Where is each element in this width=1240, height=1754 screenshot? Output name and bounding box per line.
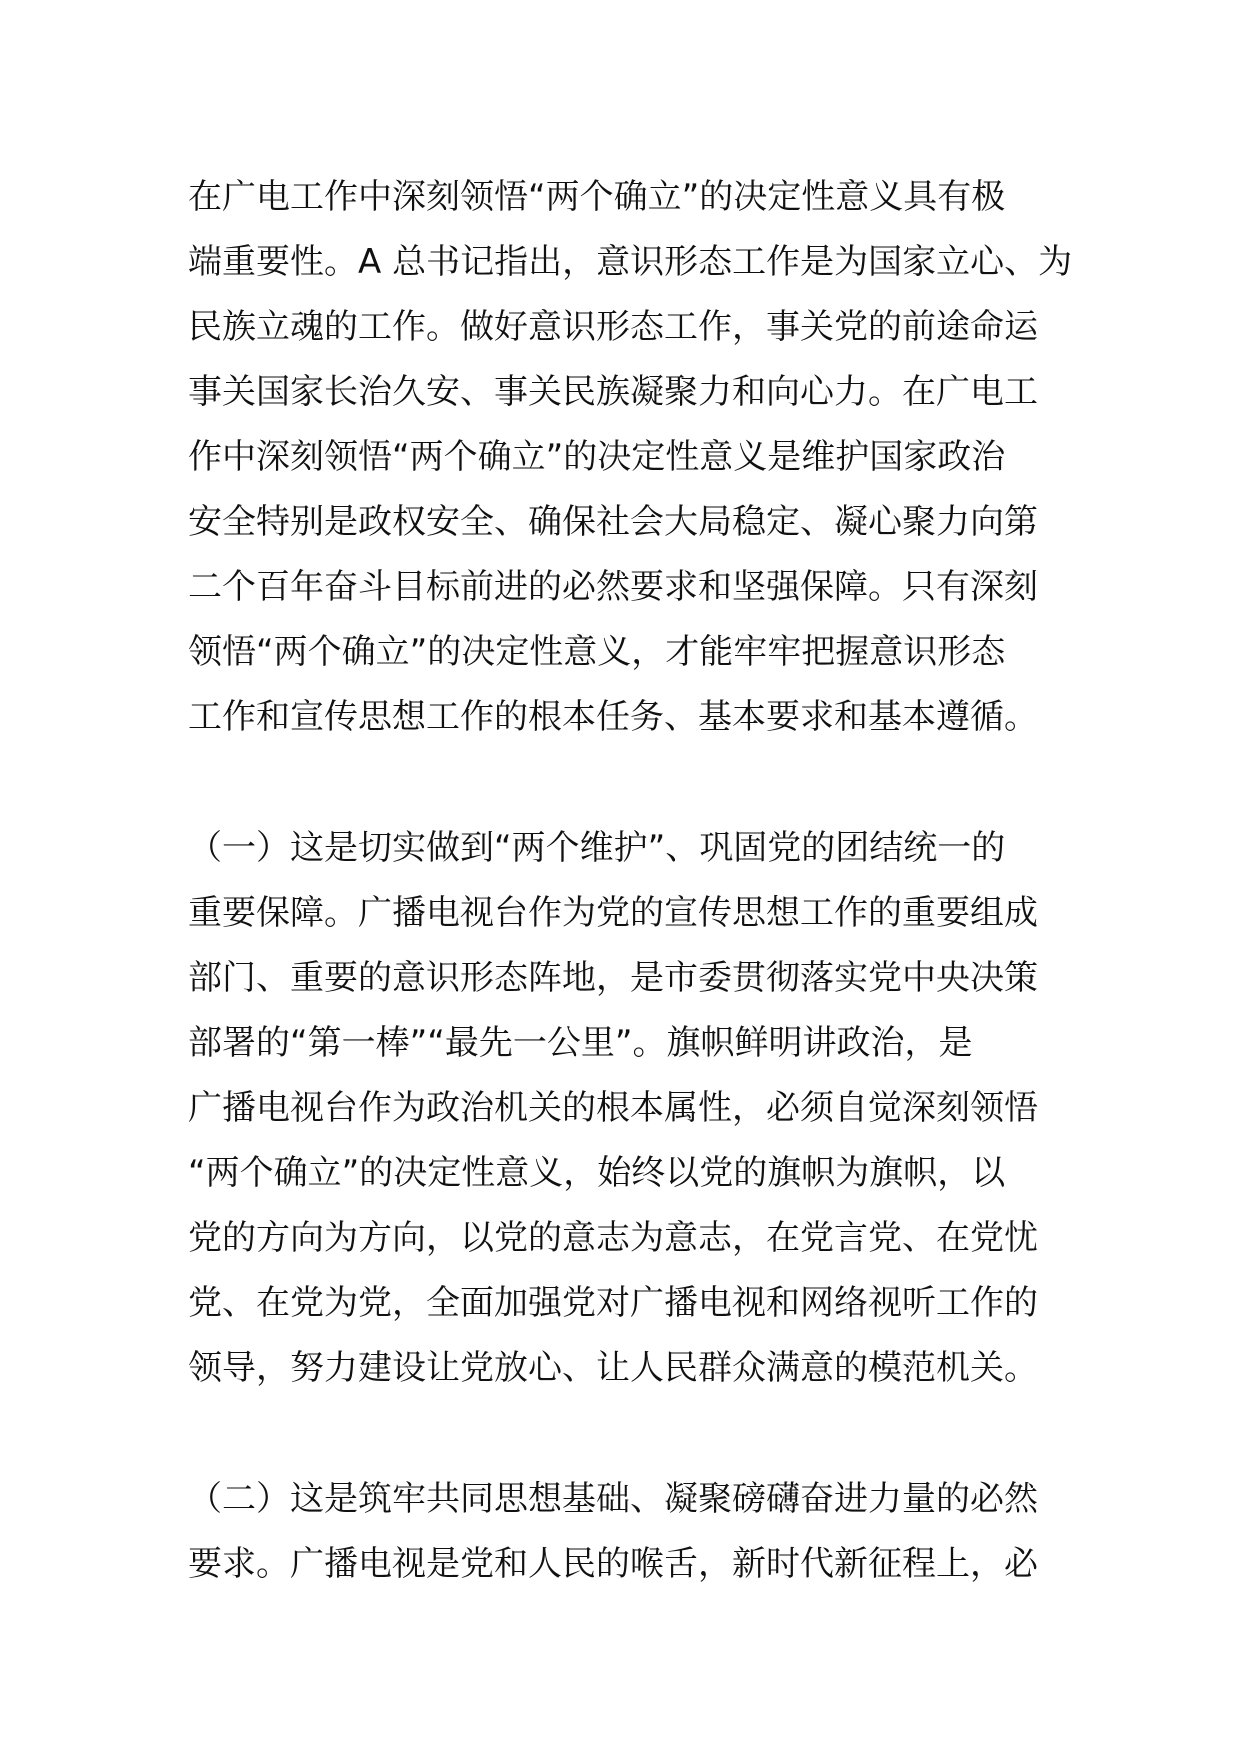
paragraph-spacer (188, 1401, 1068, 1467)
text-line: 领悟“两个确立”的决定性意义，才能牢牢把握意识形态 (188, 632, 1006, 672)
text-line: 安全特别是政权安全、确保社会大局稳定、凝心聚力向第 (188, 502, 1038, 542)
text-line: （二）这是筑牢共同思想基础、凝聚磅礴奋进力量的必然 (188, 1479, 1038, 1519)
text-line: 部署的“第一棒”“最先一公里”。旗帜鲜明讲政治，是 (188, 1023, 973, 1063)
text-line: 重要保障。广播电视台作为党的宣传思想工作的重要组成 (188, 893, 1038, 933)
text-line: 党的方向为方向，以党的意志为意志，在党言党、在党忧 (188, 1218, 1038, 1258)
text-line: 领导，努力建设让党放心、让人民群众满意的模范机关。 (188, 1348, 1038, 1388)
text-line: 端重要性。A 总书记指出，意识形态工作是为国家立心、为 (188, 242, 1073, 282)
paragraph-spacer (188, 750, 1068, 816)
text-line: （一）这是切实做到“两个维护”、巩固党的团结统一的 (188, 828, 1006, 868)
text-line: 工作和宣传思想工作的根本任务、基本要求和基本遵循。 (188, 697, 1038, 737)
paragraph-section-two (188, 1467, 1068, 1597)
paragraph-section-one (188, 816, 1068, 1401)
text-line: 作中深刻领悟“两个确立”的决定性意义是维护国家政治 (188, 437, 1006, 477)
text-line: 部门、重要的意识形态阵地，是市委贯彻落实党中央决策 (188, 958, 1038, 998)
text-line: 民族立魂的工作。做好意识形态工作，事关党的前途命运 (188, 307, 1038, 347)
paragraph-intro (188, 165, 1073, 750)
text-line: 广播电视台作为政治机关的根本属性，必须自觉深刻领悟 (188, 1088, 1038, 1128)
text-line: “两个确立”的决定性意义，始终以党的旗帜为旗帜，以 (188, 1153, 1006, 1193)
document-page (188, 165, 1073, 1597)
text-line: 二个百年奋斗目标前进的必然要求和坚强保障。只有深刻 (188, 567, 1038, 607)
text-line: 要求。广播电视是党和人民的喉舌，新时代新征程上，必 (188, 1544, 1038, 1584)
text-line: 事关国家长治久安、事关民族凝聚力和向心力。在广电工 (188, 372, 1038, 412)
text-line: 在广电工作中深刻领悟“两个确立”的决定性意义具有极 (188, 177, 1006, 217)
text-line: 党、在党为党，全面加强党对广播电视和网络视听工作的 (188, 1283, 1038, 1323)
